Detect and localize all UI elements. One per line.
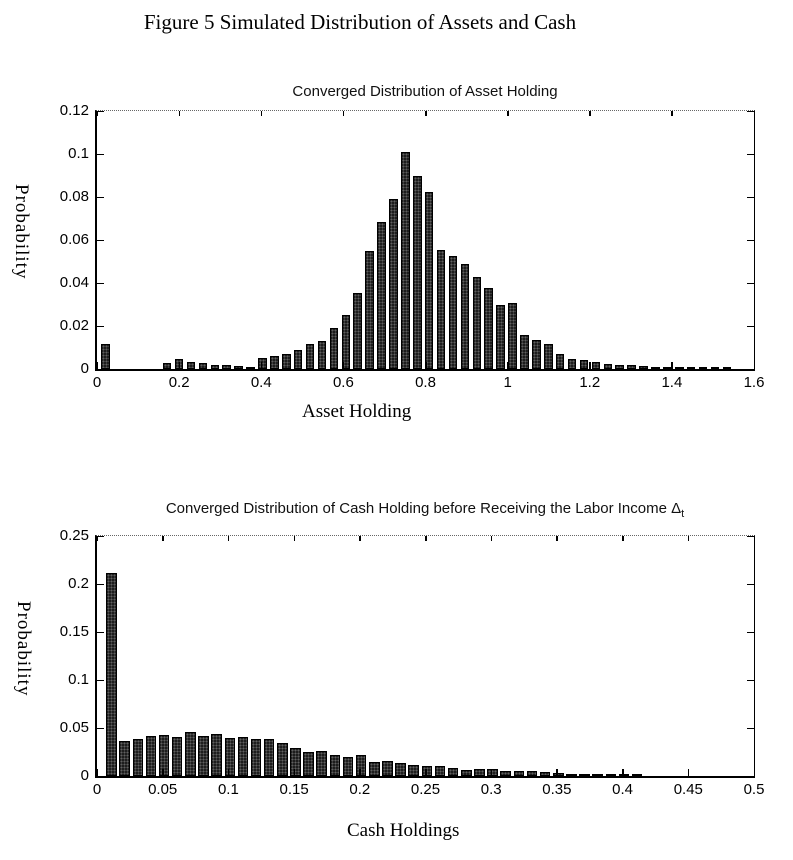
x-axis-tick-top xyxy=(228,536,230,541)
figure-title: Figure 5 Simulated Distribution of Assets and Cash xyxy=(143,10,577,34)
histogram-bar xyxy=(592,362,601,369)
histogram-bar xyxy=(377,222,386,369)
y-axis-tick-right xyxy=(747,326,754,328)
cash-chart-title xyxy=(95,500,755,520)
histogram-bar xyxy=(187,362,196,370)
asset-chart-x-axis-label: Asset Holding xyxy=(302,401,412,422)
histogram-bar xyxy=(540,772,551,776)
histogram-bar xyxy=(330,328,339,369)
x-axis-tick xyxy=(343,362,345,369)
x-axis-tick-label: 0.6 xyxy=(332,374,354,391)
histogram-bar xyxy=(527,771,538,776)
histogram-bar xyxy=(389,199,398,369)
histogram-bar xyxy=(413,176,422,370)
histogram-bar xyxy=(343,757,354,776)
x-axis-tick-top xyxy=(589,111,591,116)
histogram-bar xyxy=(639,366,648,369)
y-axis-tick-right xyxy=(747,111,754,113)
histogram-bar xyxy=(473,277,482,370)
x-axis-tick-label: 0.2 xyxy=(349,781,371,798)
x-axis-tick-top xyxy=(343,111,345,116)
x-axis-tick-top xyxy=(425,536,427,541)
histogram-bar xyxy=(277,743,288,776)
x-axis-tick xyxy=(162,769,164,776)
histogram-bar xyxy=(356,755,367,776)
x-axis-tick-label: 0.1 xyxy=(217,781,239,798)
y-axis-tick-label: 0.08 xyxy=(59,188,89,205)
histogram-bar xyxy=(474,769,485,776)
histogram-bar xyxy=(461,264,470,369)
x-axis-tick-label: 0.8 xyxy=(415,374,436,391)
histogram-bar xyxy=(579,774,590,776)
histogram-bar xyxy=(342,315,351,369)
x-axis-tick-label: 0.15 xyxy=(279,781,309,798)
histogram-bar xyxy=(238,737,249,776)
y-axis-tick-label: 0 xyxy=(80,360,89,377)
histogram-bar xyxy=(133,739,144,776)
histogram-bar xyxy=(225,738,236,776)
histogram-bar xyxy=(496,305,505,370)
cash-chart-title-subscript: t xyxy=(681,508,685,520)
histogram-bar xyxy=(163,363,172,370)
histogram-bar xyxy=(632,774,643,776)
x-axis-tick-label: 0.3 xyxy=(480,781,502,798)
x-axis-tick xyxy=(228,769,230,776)
histogram-bar xyxy=(448,768,459,776)
histogram-bar xyxy=(146,736,157,776)
histogram-bar xyxy=(211,365,220,369)
histogram-bar xyxy=(234,366,243,369)
histogram-bar xyxy=(185,732,196,776)
histogram-bar xyxy=(699,367,708,369)
histogram-bar xyxy=(580,360,589,369)
histogram-bar xyxy=(532,340,541,369)
x-axis-tick-label: 0 xyxy=(92,374,102,391)
x-axis-tick-top xyxy=(671,111,673,116)
y-axis-tick xyxy=(97,283,104,285)
histogram-bar xyxy=(408,765,419,777)
histogram-bar xyxy=(330,755,341,776)
x-axis-tick-label: 0.4 xyxy=(612,781,634,798)
histogram-bar xyxy=(294,350,303,369)
y-axis-tick xyxy=(97,154,104,156)
x-axis-tick-label: 0.5 xyxy=(743,781,765,798)
x-axis-tick-top xyxy=(688,536,690,541)
histogram-bar xyxy=(568,359,577,369)
histogram-bar xyxy=(553,773,564,776)
y-axis-tick-right xyxy=(747,776,754,778)
asset-chart-y-axis-label: Probability xyxy=(11,184,32,280)
x-axis-tick-top xyxy=(622,536,624,541)
y-axis-tick-right xyxy=(747,240,754,242)
histogram-bar xyxy=(566,774,577,776)
x-axis-tick-top xyxy=(261,111,263,116)
x-axis-tick-label: 0.45 xyxy=(673,781,703,798)
x-axis-tick-label: 1 xyxy=(503,374,512,391)
y-axis-tick-label: 0.1 xyxy=(68,145,89,162)
histogram-bar xyxy=(627,365,636,369)
x-axis-tick-label: 0.4 xyxy=(250,374,272,391)
x-axis-tick-label: 0.05 xyxy=(148,781,178,798)
histogram-bar xyxy=(484,288,493,369)
histogram-bar xyxy=(675,367,684,369)
y-axis-tick-label: 0.1 xyxy=(68,671,89,688)
x-axis-tick xyxy=(622,769,624,776)
x-axis-tick-label: 1.6 xyxy=(743,374,765,391)
histogram-bar xyxy=(222,365,231,369)
y-axis-tick-label: 0.2 xyxy=(68,575,89,592)
y-axis-tick xyxy=(97,728,104,730)
histogram-bar xyxy=(500,771,511,776)
y-axis-tick-right xyxy=(747,154,754,156)
x-axis-tick-top xyxy=(507,111,509,116)
x-axis-tick-top xyxy=(179,111,181,116)
y-axis-tick-right xyxy=(747,369,754,371)
histogram-bar xyxy=(487,769,498,776)
x-axis-tick xyxy=(688,769,690,776)
y-axis-tick-label: 0.15 xyxy=(59,623,89,640)
histogram-bar xyxy=(687,367,696,369)
histogram-bar xyxy=(101,344,110,369)
histogram-bar xyxy=(619,774,630,776)
y-axis-tick xyxy=(97,369,104,371)
y-axis-tick-right xyxy=(747,680,754,682)
histogram-bar xyxy=(106,573,117,776)
histogram-bar xyxy=(318,341,327,369)
histogram-bar xyxy=(316,751,327,776)
histogram-bar xyxy=(520,335,529,369)
y-axis-tick-label: 0.02 xyxy=(59,317,89,334)
x-axis-tick-top xyxy=(491,536,493,541)
histogram-bar xyxy=(172,737,183,776)
histogram-bar xyxy=(199,363,208,369)
histogram-bar xyxy=(651,367,660,369)
y-axis-tick xyxy=(97,240,104,242)
x-axis-tick-label: 0 xyxy=(92,781,102,798)
y-axis-tick-right xyxy=(747,632,754,634)
x-axis-tick-label: 0.2 xyxy=(168,374,190,391)
x-axis-tick-label: 0.35 xyxy=(542,781,572,798)
y-axis-tick-label: 0.12 xyxy=(59,102,89,119)
y-axis-tick-right xyxy=(747,283,754,285)
cash-chart-title-text: Converged Distribution of Cash Holding before Receiving the Labor Income Δ xyxy=(165,500,682,517)
histogram-bar xyxy=(449,256,458,369)
y-axis-tick xyxy=(97,584,104,586)
x-axis-tick xyxy=(261,362,263,369)
histogram-bar xyxy=(365,251,374,369)
histogram-bar xyxy=(711,367,720,369)
y-axis-tick xyxy=(97,111,104,113)
x-axis-tick xyxy=(294,769,296,776)
y-axis-tick-right xyxy=(747,584,754,586)
histogram-bar xyxy=(119,741,130,776)
histogram-bar xyxy=(270,356,279,369)
histogram-bar xyxy=(282,354,291,369)
x-axis-tick-label: 1.4 xyxy=(661,374,683,391)
histogram-bar xyxy=(435,766,446,776)
histogram-bar xyxy=(508,303,517,369)
x-axis-tick xyxy=(491,769,493,776)
histogram-bar xyxy=(663,367,672,369)
y-axis-tick xyxy=(97,197,104,199)
histogram-bar xyxy=(615,365,624,369)
x-axis-tick xyxy=(671,362,673,369)
asset-chart-title: Converged Distribution of Asset Holding xyxy=(292,83,558,100)
histogram-bar xyxy=(401,152,410,369)
histogram-bar xyxy=(290,748,301,776)
y-axis-tick-label: 0 xyxy=(80,767,89,784)
histogram-bar xyxy=(461,770,472,776)
histogram-bar xyxy=(353,293,362,369)
x-axis-tick-top xyxy=(294,536,296,541)
histogram-bar xyxy=(159,735,170,776)
cash-chart-y-axis-label: Probability xyxy=(13,601,34,697)
y-axis-tick-label: 0.06 xyxy=(59,231,89,248)
histogram-bar xyxy=(198,736,209,776)
histogram-bar xyxy=(606,774,617,776)
histogram-bar xyxy=(211,734,222,776)
histogram-bar xyxy=(604,364,613,369)
histogram-bar xyxy=(437,250,446,369)
y-axis-tick xyxy=(97,680,104,682)
y-axis-tick-right xyxy=(747,197,754,199)
y-axis-tick-right xyxy=(747,728,754,730)
histogram-bar xyxy=(556,354,565,369)
x-axis-tick-top xyxy=(359,536,361,541)
histogram-bar xyxy=(246,367,255,369)
histogram-bar xyxy=(258,358,267,369)
y-axis-tick-label: 0.04 xyxy=(59,274,89,291)
y-axis-tick-label: 0.25 xyxy=(59,527,89,544)
y-axis-tick xyxy=(97,632,104,634)
histogram-bar xyxy=(303,752,314,776)
x-axis-tick xyxy=(425,362,427,369)
x-axis-tick xyxy=(179,362,181,369)
cash-chart-x-axis-label: Cash Holdings xyxy=(347,820,460,841)
histogram-bar xyxy=(264,739,275,776)
y-axis-tick xyxy=(97,326,104,328)
x-axis-tick-label: 0.25 xyxy=(410,781,441,798)
histogram-bar xyxy=(422,766,433,776)
x-axis-tick xyxy=(556,769,558,776)
x-axis-tick xyxy=(507,362,509,369)
histogram-bar xyxy=(251,739,262,776)
x-axis-tick xyxy=(359,769,361,776)
x-axis-tick-label: 1.2 xyxy=(579,374,601,391)
x-axis-tick-top xyxy=(425,111,427,116)
histogram-bar xyxy=(514,771,525,776)
histogram-bar xyxy=(306,344,315,369)
histogram-bar xyxy=(382,761,393,776)
x-axis-tick xyxy=(589,362,591,369)
cash-chart-plot-area xyxy=(59,527,765,798)
y-axis-tick-label: 0.05 xyxy=(59,719,89,736)
y-axis-tick-right xyxy=(747,536,754,538)
x-axis-tick xyxy=(425,769,427,776)
x-axis-tick-top xyxy=(556,536,558,541)
histogram-bar xyxy=(544,344,553,369)
asset-chart-plot-area xyxy=(59,102,765,391)
histogram-bar xyxy=(395,763,406,776)
histogram-bar xyxy=(425,192,434,369)
histogram-bar xyxy=(592,774,603,776)
histogram-bar xyxy=(723,367,732,369)
y-axis-tick xyxy=(97,536,104,538)
histogram-bar xyxy=(369,762,380,776)
y-axis-tick xyxy=(97,776,104,778)
x-axis-tick-top xyxy=(162,536,164,541)
